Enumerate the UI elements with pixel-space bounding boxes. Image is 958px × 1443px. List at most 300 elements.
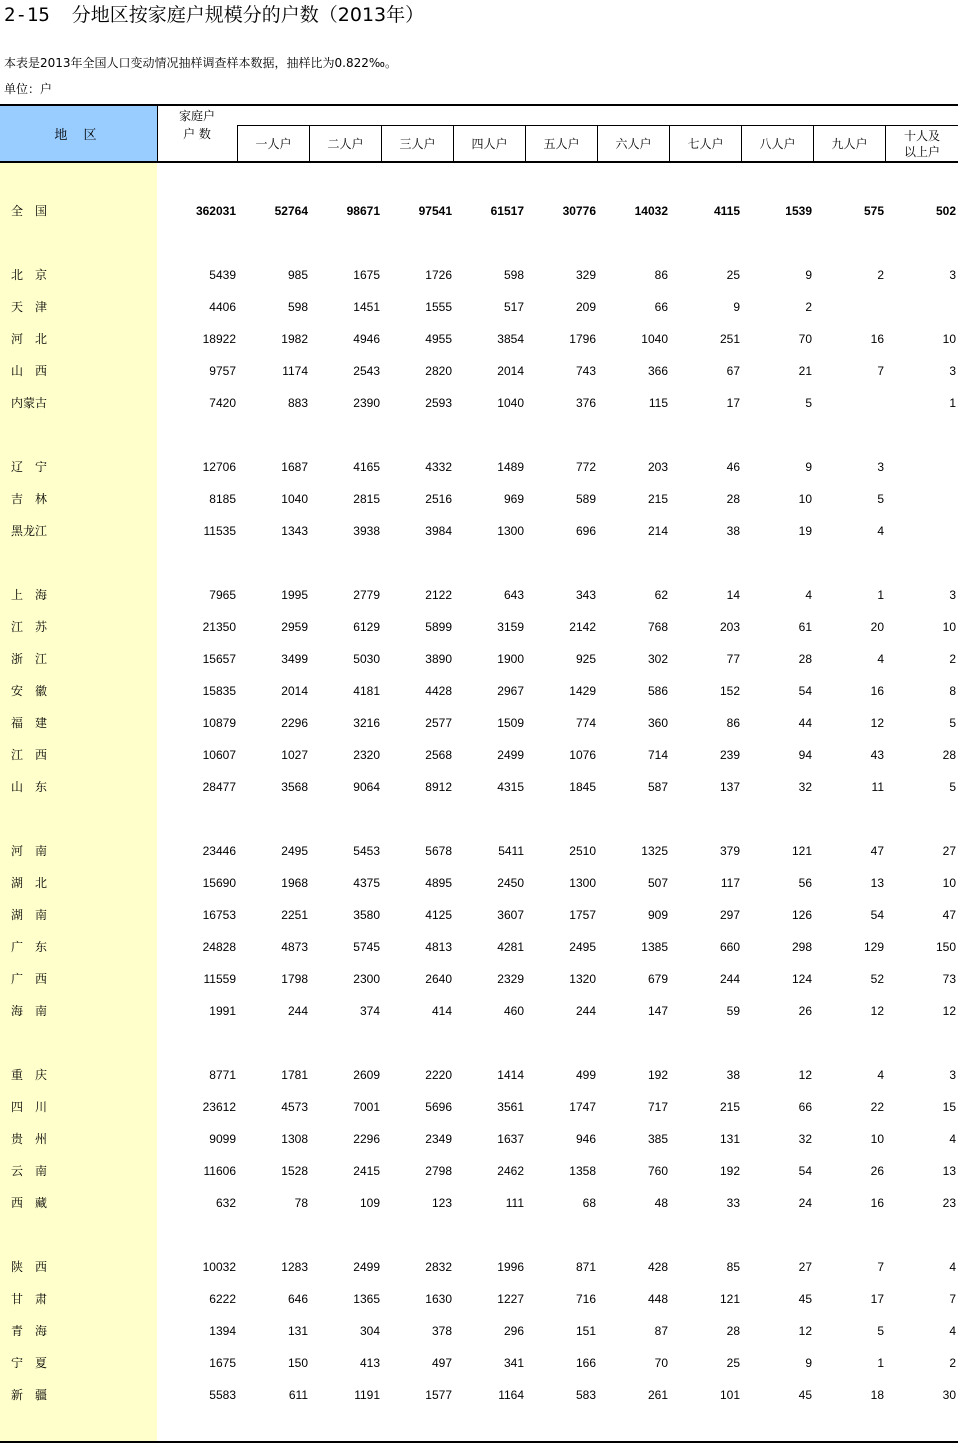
household-count-cell: 27 xyxy=(942,844,956,858)
household-count-cell: 1164 xyxy=(498,1388,524,1402)
household-count-cell: 1 xyxy=(877,1356,884,1370)
household-count-cell: 13 xyxy=(942,1164,956,1178)
household-count-cell: 15 xyxy=(942,1100,956,1114)
region-name: 宁 夏 xyxy=(11,1356,48,1370)
household-count-cell: 10 xyxy=(798,492,812,506)
table-row xyxy=(0,521,958,541)
household-count-cell: 414 xyxy=(431,1004,452,1018)
household-count-cell: 111 xyxy=(505,1196,524,1210)
household-count-cell: 2014 xyxy=(281,684,308,698)
household-count-cell: 743 xyxy=(575,364,596,378)
column-header: 八人户 xyxy=(759,136,796,151)
total-households-cell: 6222 xyxy=(209,1292,236,1306)
household-count-cell: 244 xyxy=(575,1004,596,1018)
household-count-cell: 66 xyxy=(798,1100,812,1114)
table-row xyxy=(0,297,958,317)
household-count-cell: 203 xyxy=(719,620,740,634)
total-households-cell: 15657 xyxy=(202,652,236,666)
household-count-cell: 1509 xyxy=(497,716,524,730)
household-count-cell: 679 xyxy=(647,972,668,986)
region-name: 陕 西 xyxy=(11,1260,48,1274)
household-count-cell: 1325 xyxy=(641,844,668,858)
household-count-cell: 2568 xyxy=(425,748,452,762)
region-name: 江 西 xyxy=(11,748,48,762)
household-count-cell: 925 xyxy=(575,652,596,666)
household-count-cell: 2543 xyxy=(353,364,380,378)
household-count-cell: 32 xyxy=(798,1132,812,1146)
household-count-cell: 1845 xyxy=(569,780,596,794)
table-row xyxy=(0,1257,958,1277)
household-count-cell: 9 xyxy=(733,300,740,314)
household-count-cell: 3 xyxy=(949,268,956,282)
household-count-cell: 87 xyxy=(654,1324,668,1338)
household-count-cell: 2296 xyxy=(353,1132,380,1146)
column-header: 二人户 xyxy=(327,136,364,151)
household-count-cell: 1996 xyxy=(497,1260,524,1274)
household-count-cell: 43 xyxy=(870,748,884,762)
household-count-cell: 660 xyxy=(719,940,740,954)
header-total xyxy=(158,107,236,143)
household-count-cell: 27 xyxy=(798,1260,812,1274)
total-households-cell: 21350 xyxy=(202,620,236,634)
region-name: 吉 林 xyxy=(11,492,48,506)
household-count-cell: 3216 xyxy=(353,716,380,730)
household-count-cell: 4281 xyxy=(497,940,524,954)
household-count-cell: 3159 xyxy=(497,620,524,634)
table-row xyxy=(0,1065,958,1085)
household-count-cell: 2577 xyxy=(425,716,452,730)
region-name: 甘 肃 xyxy=(11,1292,48,1306)
total-households-cell: 1991 xyxy=(209,1004,236,1018)
total-households-cell: 10879 xyxy=(202,716,236,730)
household-count-cell: 8912 xyxy=(425,780,452,794)
household-count-cell: 460 xyxy=(503,1004,524,1018)
household-count-cell: 497 xyxy=(431,1356,452,1370)
household-count-cell: 28 xyxy=(798,652,812,666)
household-count-cell: 413 xyxy=(359,1356,380,1370)
household-count-cell: 2220 xyxy=(425,1068,452,1082)
household-count-cell: 10 xyxy=(942,876,956,890)
region-name: 全 国 xyxy=(11,204,48,218)
household-count-cell: 10 xyxy=(942,332,956,346)
household-count-cell: 2499 xyxy=(353,1260,380,1274)
household-count-cell: 1798 xyxy=(281,972,308,986)
household-count-cell: 2014 xyxy=(497,364,524,378)
household-count-cell: 239 xyxy=(719,748,740,762)
household-count-cell: 768 xyxy=(647,620,668,634)
household-count-cell: 3938 xyxy=(353,524,380,538)
household-count-cell: 30776 xyxy=(562,204,596,218)
household-count-cell: 1429 xyxy=(569,684,596,698)
household-count-cell: 11 xyxy=(871,780,884,794)
total-households-cell: 8185 xyxy=(209,492,236,506)
household-count-cell: 871 xyxy=(575,1260,596,1274)
household-count-cell: 296 xyxy=(503,1324,524,1338)
household-count-cell: 379 xyxy=(719,844,740,858)
table-row xyxy=(0,329,958,349)
household-count-cell: 2251 xyxy=(281,908,308,922)
household-count-cell: 56 xyxy=(798,876,812,890)
table-row xyxy=(0,585,958,605)
table-row xyxy=(0,1385,958,1405)
household-count-cell: 378 xyxy=(431,1324,452,1338)
household-count-cell: 61517 xyxy=(490,204,524,218)
household-count-cell: 1308 xyxy=(281,1132,308,1146)
household-count-cell: 4375 xyxy=(353,876,380,890)
household-count-cell: 5030 xyxy=(353,652,380,666)
household-count-cell: 502 xyxy=(935,204,956,218)
household-count-cell: 67 xyxy=(726,364,740,378)
household-count-cell: 101 xyxy=(719,1388,740,1402)
header-divider xyxy=(157,106,158,162)
region-column xyxy=(0,163,157,1441)
region-name: 福 建 xyxy=(11,716,48,730)
household-count-cell: 696 xyxy=(575,524,596,538)
household-count-cell: 68 xyxy=(582,1196,596,1210)
household-count-cell: 209 xyxy=(575,300,596,314)
household-count-cell: 2142 xyxy=(569,620,596,634)
household-count-cell: 244 xyxy=(287,1004,308,1018)
household-count-cell: 47 xyxy=(942,908,956,922)
household-count-cell: 59 xyxy=(726,1004,740,1018)
household-count-cell: 7 xyxy=(877,1260,884,1274)
household-count-cell: 587 xyxy=(647,780,668,794)
household-count-cell: 1577 xyxy=(425,1388,452,1402)
household-count-cell: 3568 xyxy=(281,780,308,794)
household-count-cell: 589 xyxy=(575,492,596,506)
table-row xyxy=(0,1289,958,1309)
household-count-cell: 448 xyxy=(647,1292,668,1306)
household-count-cell: 38 xyxy=(726,1068,740,1082)
region-name: 西 藏 xyxy=(11,1196,48,1210)
column-header: 七人户 xyxy=(687,136,724,151)
household-count-cell: 1489 xyxy=(497,460,524,474)
household-count-cell: 115 xyxy=(648,396,668,410)
data-area xyxy=(157,163,958,1441)
household-count-cell: 4181 xyxy=(353,684,380,698)
household-count-cell: 499 xyxy=(575,1068,596,1082)
total-households-cell: 12706 xyxy=(202,460,236,474)
household-count-cell: 14 xyxy=(726,588,740,602)
household-count-cell: 385 xyxy=(647,1132,668,1146)
household-count-cell: 1 xyxy=(877,588,884,602)
household-count-cell: 28 xyxy=(726,1324,740,1338)
region-name: 上 海 xyxy=(11,588,48,602)
household-count-cell: 2415 xyxy=(353,1164,380,1178)
household-count-cell: 61 xyxy=(798,620,812,634)
household-count-cell: 215 xyxy=(719,1100,740,1114)
household-count-cell: 1675 xyxy=(353,268,380,282)
household-count-cell: 2329 xyxy=(497,972,524,986)
household-count-cell: 2 xyxy=(949,1356,956,1370)
page-title xyxy=(4,2,424,28)
household-count-cell: 2122 xyxy=(425,588,452,602)
total-households-cell: 1675 xyxy=(209,1356,236,1370)
region-name: 广 东 xyxy=(11,940,48,954)
household-count-cell: 45 xyxy=(798,1292,812,1306)
household-count-cell: 4315 xyxy=(497,780,524,794)
household-count-cell: 203 xyxy=(647,460,668,474)
household-count-cell: 1320 xyxy=(569,972,596,986)
household-count-cell: 4 xyxy=(877,1068,884,1082)
total-households-cell: 15690 xyxy=(202,876,236,890)
region-name: 山 东 xyxy=(11,780,48,794)
region-name: 辽 宁 xyxy=(11,460,48,474)
region-name: 山 西 xyxy=(11,364,48,378)
household-count-cell: 2967 xyxy=(497,684,524,698)
table-number: 2-15 xyxy=(4,4,50,26)
household-count-cell: 1630 xyxy=(425,1292,452,1306)
household-count-cell: 25 xyxy=(726,268,740,282)
household-count-cell: 4125 xyxy=(425,908,452,922)
total-households-cell: 10607 xyxy=(202,748,236,762)
household-count-cell: 5 xyxy=(805,396,812,410)
household-count-cell: 9 xyxy=(805,268,812,282)
total-households-cell: 24828 xyxy=(202,940,236,954)
household-count-cell: 517 xyxy=(503,300,524,314)
household-count-cell: 946 xyxy=(575,1132,596,1146)
table-row xyxy=(0,873,958,893)
total-households-cell: 1394 xyxy=(209,1324,236,1338)
household-count-cell: 117 xyxy=(720,876,740,890)
total-households-cell: 632 xyxy=(215,1196,236,1210)
table-row xyxy=(0,1097,958,1117)
household-count-cell: 251 xyxy=(719,332,740,346)
household-count-cell: 1027 xyxy=(281,748,308,762)
household-count-cell: 33 xyxy=(726,1196,740,1210)
table-row xyxy=(0,1193,958,1213)
region-name: 河 南 xyxy=(11,844,48,858)
household-count-cell: 2609 xyxy=(353,1068,380,1082)
household-count-cell: 1343 xyxy=(281,524,308,538)
household-count-cell: 376 xyxy=(575,396,596,410)
household-count-cell: 3499 xyxy=(281,652,308,666)
household-count-cell: 1300 xyxy=(569,876,596,890)
household-count-cell: 2510 xyxy=(569,844,596,858)
household-count-cell: 151 xyxy=(575,1324,596,1338)
household-count-cell: 1726 xyxy=(425,268,452,282)
total-households-cell: 23612 xyxy=(202,1100,236,1114)
household-count-cell: 3561 xyxy=(497,1100,524,1114)
region-name: 天 津 xyxy=(11,300,48,314)
region-name: 北 京 xyxy=(11,268,48,282)
total-households-cell: 4406 xyxy=(209,300,236,314)
household-count-cell: 150 xyxy=(287,1356,308,1370)
household-count-cell: 598 xyxy=(503,268,524,282)
region-name: 湖 北 xyxy=(11,876,48,890)
household-count-cell: 329 xyxy=(575,268,596,282)
table-row xyxy=(0,937,958,957)
total-households-cell: 28477 xyxy=(202,780,236,794)
household-count-cell: 5 xyxy=(877,492,884,506)
total-households-cell: 15835 xyxy=(202,684,236,698)
table-row xyxy=(0,745,958,765)
household-count-cell: 2779 xyxy=(353,588,380,602)
household-count-cell: 62 xyxy=(654,588,668,602)
household-count-cell: 147 xyxy=(647,1004,668,1018)
household-count-cell: 1040 xyxy=(281,492,308,506)
household-count-cell: 4895 xyxy=(425,876,452,890)
household-count-cell: 883 xyxy=(287,396,308,410)
household-count-cell: 5 xyxy=(877,1324,884,1338)
household-count-cell: 97541 xyxy=(418,204,452,218)
household-count-cell: 52764 xyxy=(274,204,308,218)
household-count-cell: 2 xyxy=(805,300,812,314)
column-header: 六人户 xyxy=(615,136,652,151)
household-count-cell: 4 xyxy=(805,588,812,602)
household-count-cell: 1781 xyxy=(281,1068,308,1082)
household-count-cell: 985 xyxy=(287,268,308,282)
total-households-cell: 7420 xyxy=(209,396,236,410)
household-count-cell: 5745 xyxy=(353,940,380,954)
total-households-cell: 362031 xyxy=(195,204,236,218)
total-households-cell: 7965 xyxy=(209,588,236,602)
household-count-cell: 4 xyxy=(949,1324,956,1338)
header-total-label: 家庭户 户 数 xyxy=(178,109,215,141)
household-count-cell: 21 xyxy=(798,364,812,378)
household-count-cell: 10 xyxy=(870,1132,884,1146)
household-count-cell: 2349 xyxy=(425,1132,452,1146)
household-count-cell: 4955 xyxy=(425,332,452,346)
household-count-cell: 244 xyxy=(719,972,740,986)
table-row xyxy=(0,841,958,861)
household-count-cell: 760 xyxy=(647,1164,668,1178)
total-households-cell: 9757 xyxy=(209,364,236,378)
region-name: 贵 州 xyxy=(11,1132,48,1146)
table-row xyxy=(0,489,958,509)
household-count-cell: 7 xyxy=(877,364,884,378)
household-count-cell: 2462 xyxy=(497,1164,524,1178)
household-count-cell: 2 xyxy=(949,652,956,666)
column-header: 四人户 xyxy=(471,136,508,151)
household-count-cell: 44 xyxy=(798,716,812,730)
household-count-cell: 121 xyxy=(719,1292,740,1306)
household-count-cell: 54 xyxy=(870,908,884,922)
household-count-cell: 611 xyxy=(288,1388,308,1402)
household-count-cell: 1076 xyxy=(569,748,596,762)
household-count-cell: 575 xyxy=(863,204,884,218)
household-count-cell: 152 xyxy=(719,684,740,698)
household-count-cell: 17 xyxy=(726,396,740,410)
household-count-cell: 2296 xyxy=(281,716,308,730)
household-count-cell: 1982 xyxy=(281,332,308,346)
household-count-cell: 3 xyxy=(949,1068,956,1082)
household-count-cell: 5 xyxy=(949,716,956,730)
table-row xyxy=(0,649,958,669)
household-count-cell: 1900 xyxy=(497,652,524,666)
household-count-cell: 2450 xyxy=(497,876,524,890)
total-households-cell: 10032 xyxy=(202,1260,236,1274)
household-count-cell: 2815 xyxy=(353,492,380,506)
region-name: 内蒙古 xyxy=(11,396,48,410)
household-count-cell: 9 xyxy=(805,1356,812,1370)
household-count-cell: 19 xyxy=(798,524,812,538)
table-row xyxy=(0,1129,958,1149)
table-row xyxy=(0,393,958,413)
household-count-cell: 2959 xyxy=(281,620,308,634)
household-count-cell: 2499 xyxy=(497,748,524,762)
table-row xyxy=(0,1001,958,1021)
household-count-cell: 5453 xyxy=(353,844,380,858)
table-row xyxy=(0,1353,958,1373)
household-count-cell: 38 xyxy=(726,524,740,538)
household-count-cell: 5696 xyxy=(425,1100,452,1114)
column-header: 九人户 xyxy=(831,136,868,151)
region-name: 浙 江 xyxy=(11,652,48,666)
household-count-cell: 304 xyxy=(359,1324,380,1338)
household-count-cell: 26 xyxy=(870,1164,884,1178)
region-name: 河 北 xyxy=(11,332,48,346)
column-header: 三人户 xyxy=(399,136,436,151)
household-count-cell: 2820 xyxy=(425,364,452,378)
household-count-cell: 3 xyxy=(949,364,956,378)
household-count-cell: 28 xyxy=(942,748,956,762)
table-note: 本表是2013年全国人口变动情况抽样调查样本数据，抽样比为0.822‰。 xyxy=(4,56,397,70)
household-count-cell: 28 xyxy=(726,492,740,506)
household-count-cell: 48 xyxy=(654,1196,668,1210)
region-name: 重 庆 xyxy=(11,1068,48,1082)
household-count-cell: 14032 xyxy=(634,204,668,218)
household-count-cell: 298 xyxy=(791,940,812,954)
household-count-cell: 7001 xyxy=(353,1100,380,1114)
household-count-cell: 261 xyxy=(647,1388,668,1402)
region-name: 海 南 xyxy=(11,1004,48,1018)
household-count-cell: 969 xyxy=(503,492,524,506)
table-row xyxy=(0,457,958,477)
household-count-cell: 2640 xyxy=(425,972,452,986)
household-count-cell: 1687 xyxy=(281,460,308,474)
household-count-cell: 2320 xyxy=(353,748,380,762)
household-count-cell: 124 xyxy=(791,972,812,986)
household-count-cell: 374 xyxy=(359,1004,380,1018)
household-count-cell: 7 xyxy=(949,1292,956,1306)
household-count-cell: 1995 xyxy=(281,588,308,602)
household-count-cell: 1528 xyxy=(281,1164,308,1178)
table-row xyxy=(0,1161,958,1181)
household-count-cell: 66 xyxy=(654,300,668,314)
household-count-cell: 3854 xyxy=(497,332,524,346)
household-count-cell: 714 xyxy=(647,748,668,762)
table-row xyxy=(0,713,958,733)
household-count-cell: 4165 xyxy=(353,460,380,474)
household-count-cell: 1757 xyxy=(569,908,596,922)
household-count-cell: 1174 xyxy=(282,364,308,378)
household-count-cell: 2495 xyxy=(281,844,308,858)
household-count-cell: 1191 xyxy=(354,1388,380,1402)
household-count-cell: 2832 xyxy=(425,1260,452,1274)
household-count-cell: 717 xyxy=(647,1100,668,1114)
household-count-cell: 1 xyxy=(949,396,956,410)
table-row-total xyxy=(0,201,958,221)
household-count-cell: 1358 xyxy=(569,1164,596,1178)
household-count-cell: 215 xyxy=(647,492,668,506)
household-count-cell: 4 xyxy=(877,524,884,538)
household-count-cell: 4946 xyxy=(353,332,380,346)
household-count-cell: 77 xyxy=(726,652,740,666)
column-header: 五人户 xyxy=(543,136,580,151)
total-households-cell: 11535 xyxy=(203,524,236,538)
table-row xyxy=(0,265,958,285)
household-count-cell: 4 xyxy=(949,1260,956,1274)
household-count-cell: 4573 xyxy=(281,1100,308,1114)
household-count-cell: 121 xyxy=(791,844,812,858)
household-count-cell: 1300 xyxy=(497,524,524,538)
household-count-cell: 1968 xyxy=(281,876,308,890)
table-row xyxy=(0,617,958,637)
household-count-cell: 26 xyxy=(798,1004,812,1018)
household-count-cell: 5 xyxy=(949,780,956,794)
household-count-cell: 4 xyxy=(877,652,884,666)
